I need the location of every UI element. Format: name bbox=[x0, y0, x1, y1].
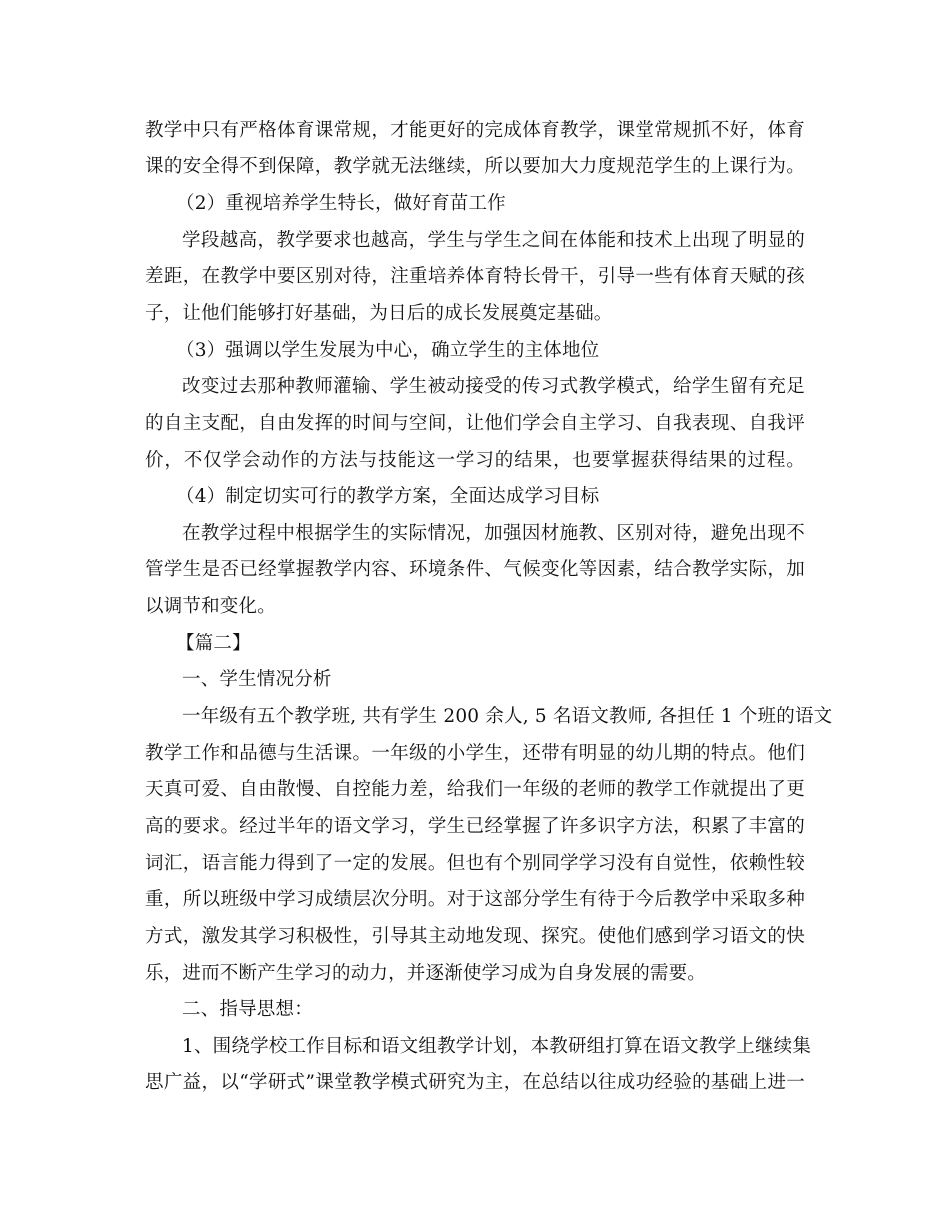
text-line: 子，让他们能够打好基础，为日后的成长发展奠定基础。 bbox=[145, 303, 613, 324]
section-heading: 二、指导思想： bbox=[182, 999, 313, 1020]
text-line: 差距，在教学中要区别对待，注重培养体育特长骨干，引导一些有体育天赋的孩 bbox=[145, 266, 805, 287]
text-line: 课的安全得不到保障，教学就无法继续，所以要加大力度规范学生的上课行为。 bbox=[145, 156, 805, 177]
subheading: （3）强调以学生发展为中心，确立学生的主体地位 bbox=[176, 340, 600, 361]
text-line: 方式，激发其学习积极性，引导其主动地发现、探究。使他们感到学习语文的快 bbox=[145, 926, 805, 947]
text-line: 的自主支配，自由发挥的时间与空间，让他们学会自主学习、自我表现、自我评 bbox=[145, 413, 805, 434]
text-line: 思广益，以“学研式”课堂教学模式研究为主，在总结以往成功经验的基础上进一 bbox=[145, 1072, 805, 1093]
text-line: 以调节和变化。 bbox=[145, 596, 276, 617]
text-line: 词汇，语言能力得到了一定的发展。但也有个别同学学习没有自觉性，依赖性较 bbox=[145, 853, 805, 874]
text-line: 乐，进而不断产生学习的动力，并逐渐使学习成为自身发展的需要。 bbox=[145, 963, 707, 984]
text-line: 高的要求。经过半年的语文学习，学生已经掌握了许多识字方法，积累了丰富的 bbox=[145, 816, 805, 837]
text-line: 教学工作和品德与生活课。一年级的小学生，还带有明显的幼儿期的特点。他们 bbox=[145, 743, 805, 764]
text-line: 教学中只有严格体育课常规，才能更好的完成体育教学，课堂常规抓不好，体育 bbox=[145, 120, 805, 141]
text-line: 天真可爱、自由散慢、自控能力差，给我们一年级的老师的教学工作就提出了更 bbox=[145, 779, 805, 800]
text-line: 在教学过程中根据学生的实际情况，加强因材施教、区别对待，避免出现不 bbox=[182, 523, 805, 544]
section-heading: 一、学生情况分析 bbox=[182, 669, 332, 690]
text-line: 1、围绕学校工作目标和语文组教学计划，本教研组打算在语文教学上继续集 bbox=[182, 1036, 812, 1057]
subheading: （4）制定切实可行的教学方案，全面达成学习目标 bbox=[176, 486, 600, 507]
text-line: 管学生是否已经掌握教学内容、环境条件、气候变化等因素，结合教学实际，加 bbox=[145, 559, 805, 580]
text-line: 改变过去那种教师灌输、学生被动接受的传习式教学模式，给学生留有充足 bbox=[182, 376, 805, 397]
subheading: （2）重视培养学生特长，做好育苗工作 bbox=[176, 193, 506, 214]
text-line: 重，所以班级中学习成绩层次分明。对于这部分学生有待于今后教学中采取多种 bbox=[145, 889, 805, 910]
text-line: 学段越高，教学要求也越高，学生与学生之间在体能和技术上出现了明显的 bbox=[182, 230, 805, 251]
section-heading: 【篇二】 bbox=[176, 633, 251, 654]
text-line: 一年级有五个教学班, 共有学生 200 余人, 5 名语文教师, 各担任 1 个班的语文 bbox=[182, 706, 833, 727]
text-line: 价，不仅学会动作的方法与技能这一学习的结果，也要掌握获得结果的过程。 bbox=[145, 450, 805, 471]
